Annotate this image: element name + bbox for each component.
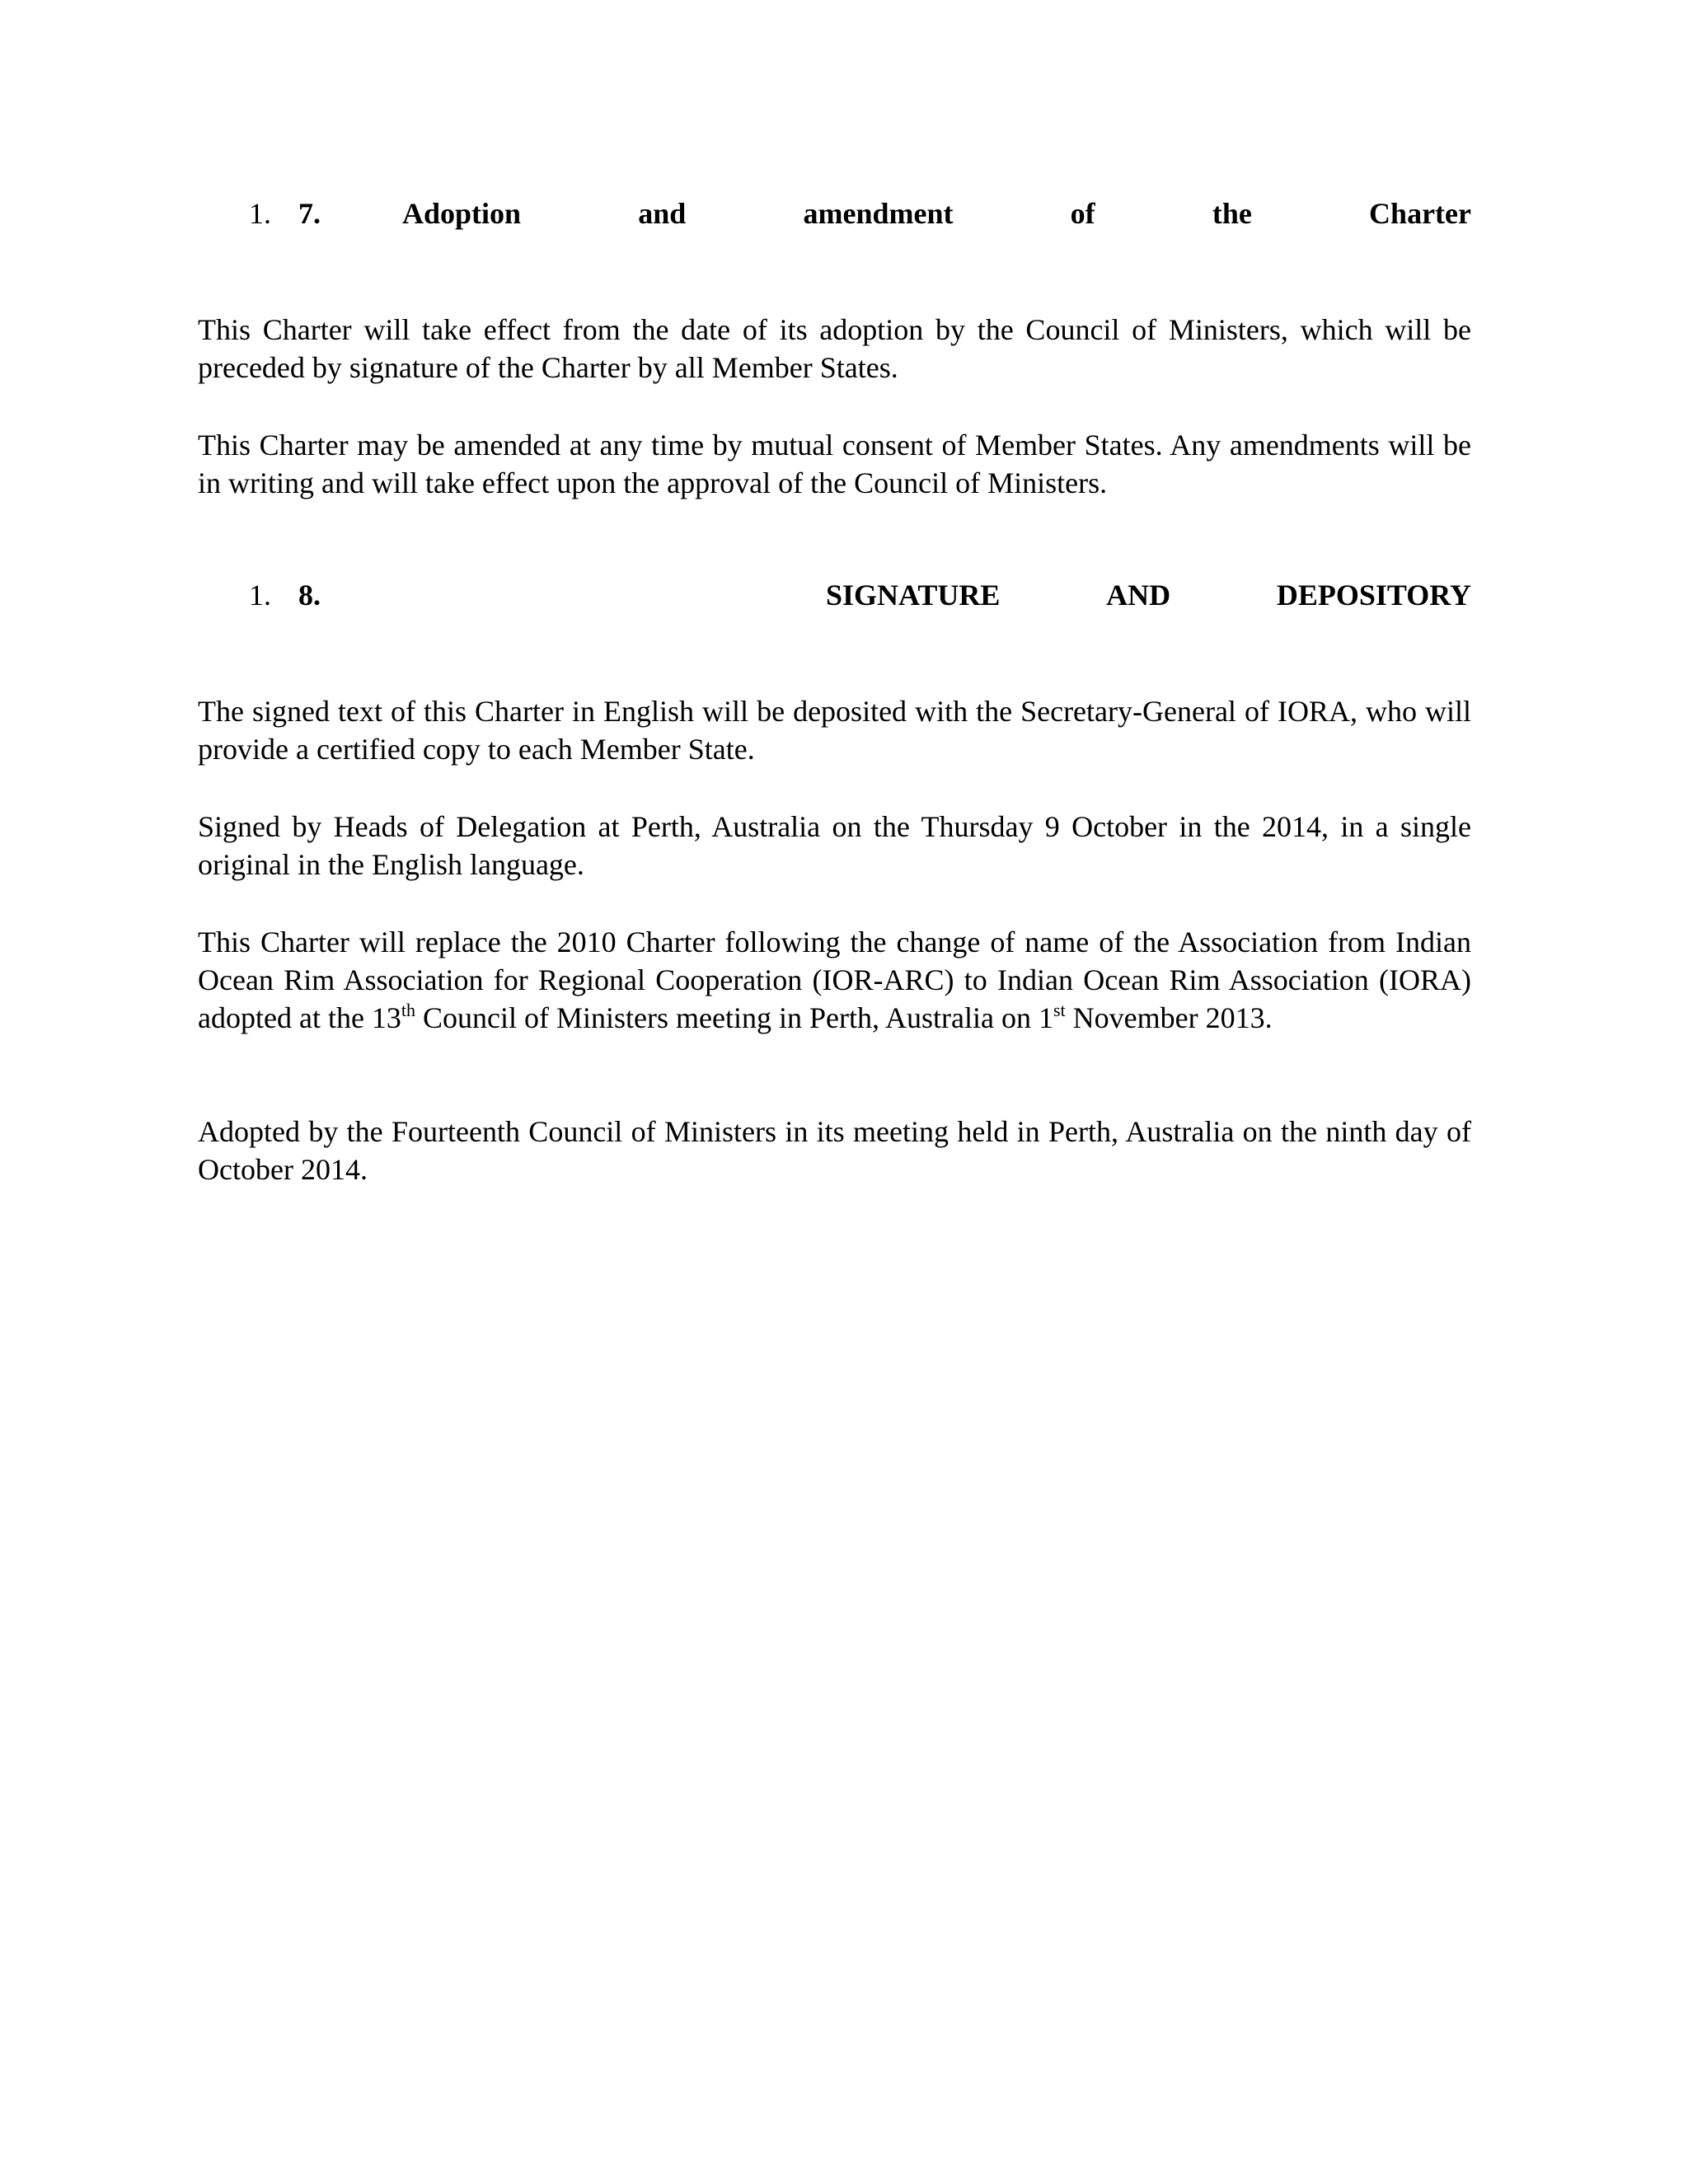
section-8-heading: [198, 577, 1471, 613]
section-7-heading: [198, 195, 1471, 232]
text-run: November 2013.: [1065, 1001, 1273, 1034]
title-word: AND: [1106, 579, 1171, 612]
paragraph-replace: [198, 923, 1471, 1037]
section-title: [402, 195, 1471, 232]
text-run: This Charter will replace the 2010 Charter following the change of name of the Association from Indian Ocean Rim Association for Regional Cooperation (IOR-ARC) to Indian Ocean Rim Association (IORA) adopted at the 13: [198, 926, 1471, 1034]
title-word: of: [1070, 197, 1095, 230]
section-number: 8.: [298, 579, 321, 612]
title-word: SIGNATURE: [826, 579, 1001, 612]
title-word: DEPOSITORY: [1276, 579, 1471, 612]
title-word: and: [638, 197, 687, 230]
text-run: Council of Ministers meeting in Perth, Australia on 1: [415, 1001, 1053, 1034]
title-word: the: [1212, 197, 1252, 230]
title-word: Adoption: [402, 197, 522, 230]
paragraph-signed: Signed by Heads of Delegation at Perth, Australia on the Thursday 9 October in the 2014, in a single original in the English language.: [198, 810, 1471, 881]
section-title: [826, 577, 1471, 613]
paragraph-adopted: Adopted by the Fourteenth Council of Ministers in its meeting held in Perth, Australia on the ninth day of October 2014.: [198, 1115, 1471, 1186]
paragraph-deposit: The signed text of this Charter in English will be deposited with the Secretary-General of IORA, who will provide a certified copy to each Member State.: [198, 695, 1471, 766]
list-number: 1.: [249, 197, 271, 230]
title-word: Charter: [1369, 197, 1471, 230]
title-word: amendment: [803, 197, 954, 230]
superscript: st: [1053, 1000, 1066, 1020]
list-number: 1.: [249, 579, 271, 612]
paragraph-effect: This Charter will take effect from the date of its adoption by the Council of Ministers, which will be preceded by signature of the Charter by all Member States.: [198, 313, 1471, 384]
superscript: th: [401, 1000, 416, 1020]
section-number: 7.: [298, 197, 321, 230]
paragraph-amendment: This Charter may be amended at any time by mutual consent of Member States. Any amendments will be in writing and will take effect upon the approval of the Council of Ministers.: [198, 429, 1471, 499]
